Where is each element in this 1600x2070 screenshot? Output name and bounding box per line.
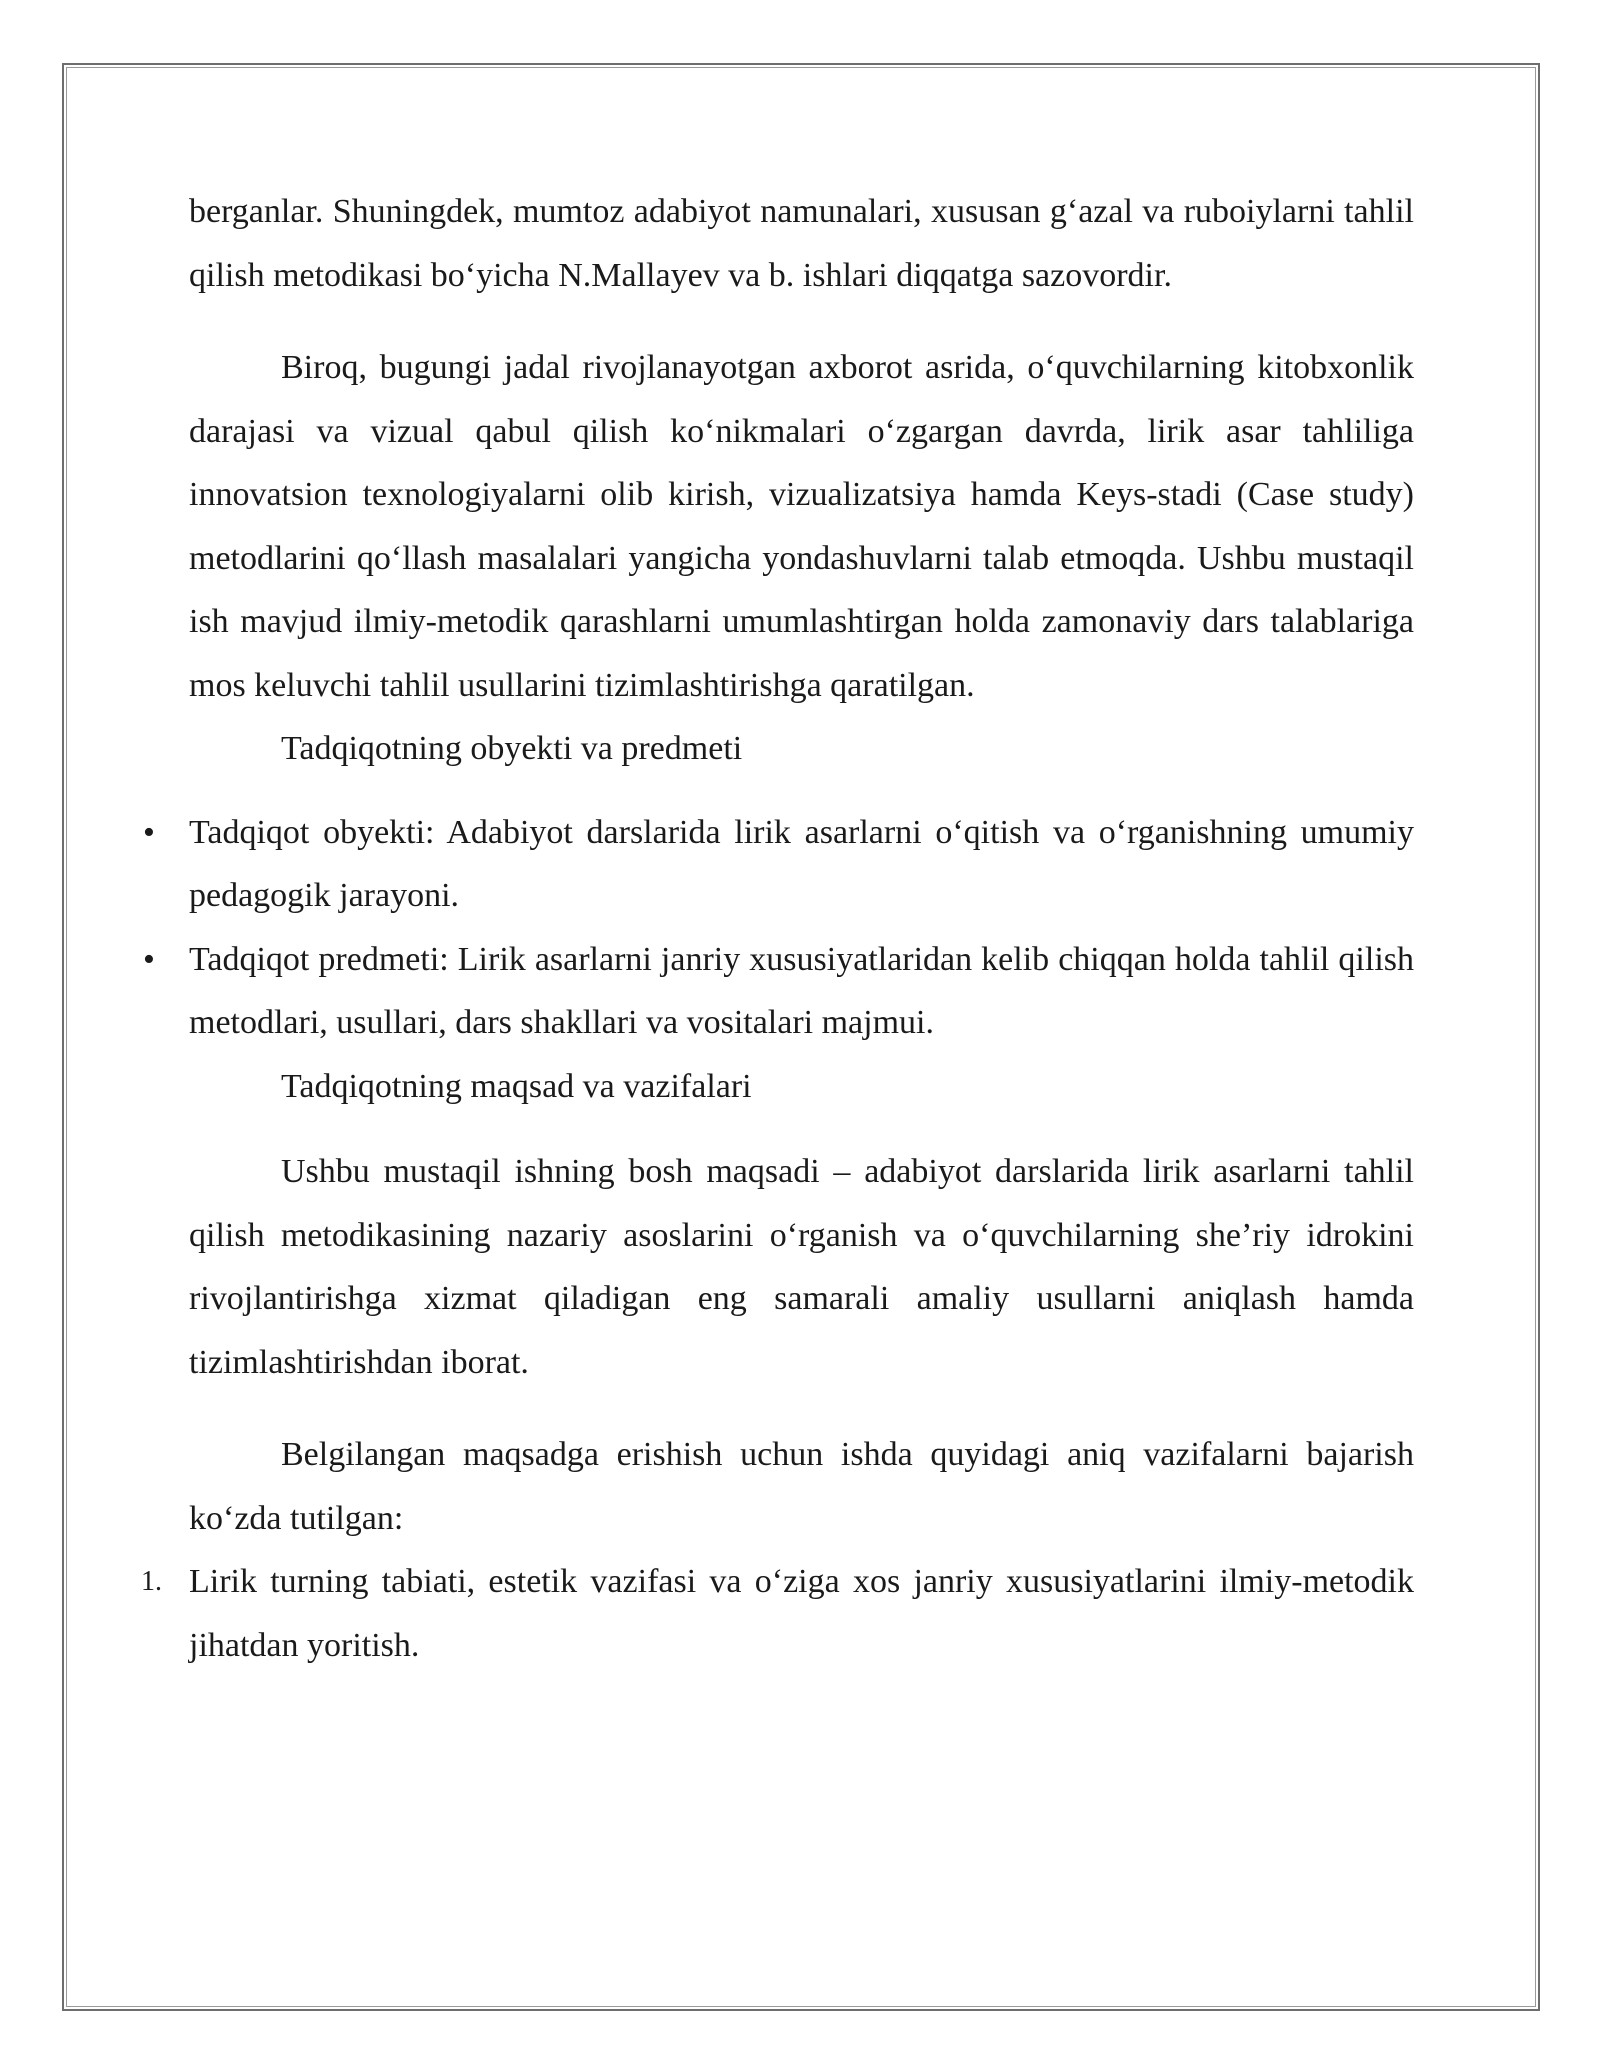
heading-object-subject: Tadqiqotning obyekti va predmeti (281, 730, 743, 767)
heading-goals-tasks: Tadqiqotning maqsad va vazifalari (281, 1067, 752, 1105)
paragraph-context: Biroq, bugungi jadal rivojlanayotgan axborot asrida, o‘quvchilarning kitobxonlik darajasi va vizual qabul qilish ko‘nikmalari o‘zgargan davrda, lirik asar tahliliga innovatsion texnologiyalarni olib kirish, vizualizatsiya hamda Keys-stadi (Case study) metodlarini qo‘llash masalalari yangicha yondashuvlarni talab etmoqda. Ushbu mustaqil ish mavjud ilmiy-metodik qarashlarni umumlashtirgan holda zamonaviy dars talablariga mos keluvchi tahlil usullarini tizimlashtirishga qaratilgan. (189, 349, 1414, 704)
list-item (141, 1550, 1414, 1677)
list-item (143, 801, 1414, 928)
bullet-marker: • (143, 813, 155, 851)
list-item-text: Lirik turning tabiati, estetik vazifasi va o‘ziga xos janriy xususiyatlarini ilmiy-metodik jihatdan yoritish. (189, 1563, 1414, 1664)
task-list (141, 1550, 1414, 1677)
number-marker: 1. (141, 1566, 162, 1597)
document-body (141, 180, 1414, 1677)
paragraph-tasks-intro: Belgilangan maqsadga erishish uchun ishda quyidagi aniq vazifalarni bajarish ko‘zda tutilgan: (189, 1436, 1414, 1537)
bullet-marker: • (143, 940, 155, 978)
list-item-text: Tadqiqot obyekti: Adabiyot darslarida lirik asarlarni o‘qitish va o‘rganishning umumiy pedagogik jarayoni. (189, 813, 1414, 914)
paragraph-goal: Ushbu mustaqil ishning bosh maqsadi – adabiyot darslarida lirik asarlarni tahlil qilish metodikasining nazariy asoslarini o‘rganish va o‘quvchilarning she’riy idrokini rivojlantirishga xizmat qiladigan eng samarali amaliy usullarni aniqlash hamda tizimlashtirishdan iborat. (189, 1153, 1414, 1381)
bullet-list (143, 801, 1414, 1055)
paragraph-continuation: berganlar. Shuningdek, mumtoz adabiyot namunalari, xususan g‘azal va ruboiylarni tahlil qilish metodikasi bo‘yicha N.Mallayev va b. ishlari diqqatga sazovordir. (189, 193, 1414, 294)
list-item-text: Tadqiqot predmeti: Lirik asarlarni janriy xususiyatlaridan kelib chiqqan holda tahlil qilish metodlari, usullari, dars shakllari va vositalari majmui. (189, 940, 1414, 1041)
list-item (143, 928, 1414, 1055)
